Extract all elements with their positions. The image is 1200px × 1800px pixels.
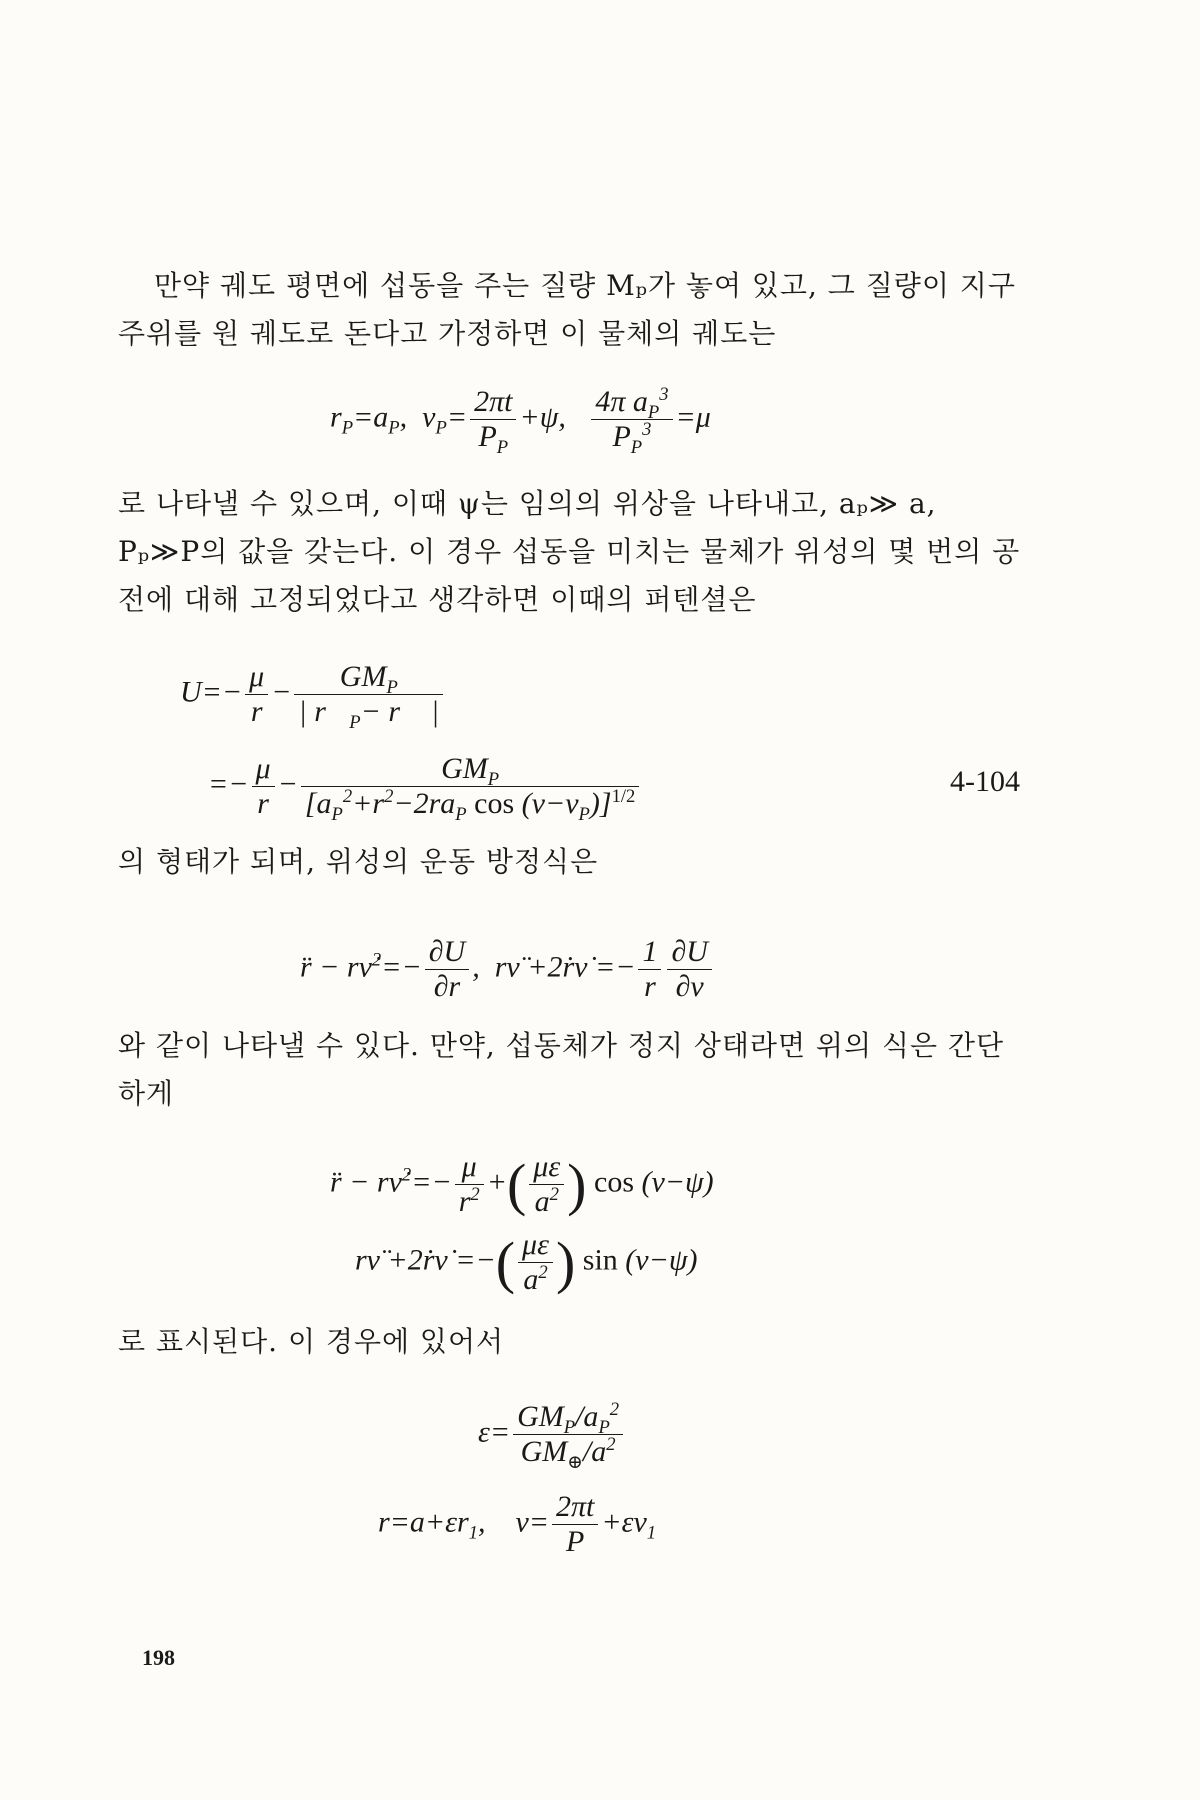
paragraph-4: 와 같이 나타낼 수 있다. 만약, 섭동체가 정지 상태라면 위의 식은 간단하게 <box>118 1029 1005 1110</box>
equation-orbit: $r_P=a_P$, $\nu_P=$ $\frac{2\pi t}{P_P}$ +ψ, $\frac{4\pi a_P^3}{P_P^3}$ =μ <box>330 384 711 458</box>
equation-expansion: $r=a+\varepsilon r_1$, ν= $\frac{2\pi t}{P}$ $+\varepsilon\nu_1$ <box>378 1490 657 1558</box>
equation-stationary-2: rν̈ +2ṙν̇ =−( $\frac{\mu\varepsilon}{a^2}$ ) sin (ν−ψ) <box>355 1228 698 1296</box>
page-number: 198 <box>142 1645 175 1670</box>
equation-motion: r̈ − rν̇$^2$=− $\frac{\partial U}{\partial r}$ , rν̈ +2ṙν̇ =− $\frac{1}{r}$ $\frac{\partial U}{\partial\nu}$ <box>300 935 715 1004</box>
paragraph-5: 로 표시된다. 이 경우에 있어서 <box>118 1325 505 1358</box>
equation-potential-2: =− $\frac{\mu}{r}$ − $\frac{GM_P}{[a_P^2+r^2-2ra_P \cos (\nu-\nu_P)]^{1/2}}$ <box>208 752 642 821</box>
equation-number: 4-104 <box>950 765 1020 798</box>
paragraph-3: 의 형태가 되며, 위성의 운동 방정식은 <box>118 845 599 878</box>
equation-stationary-1: r̈ − rν̇$^2$=− $\frac{\mu}{r^2}$ +( $\frac{\mu\varepsilon}{a^2}$ ) cos (ν−ψ) <box>330 1150 714 1218</box>
paragraph-2: 로 나타낼 수 있으며, 이때 ψ는 임의의 위상을 나타내고, aₚ≫ a, Pₚ≫P의 값을 갖는다. 이 경우 섭동을 미치는 물체가 위성의 몇 번의 공전에 대해 고정되었다고 생각하면 이때의 퍼텐셜은 <box>118 487 1021 616</box>
equation-epsilon: ε= $\frac{GM_P/a_P^2}{GM_\oplus/a^2}$ <box>478 1400 626 1469</box>
equation-potential-1: U=− $\frac{\mu}{r}$ − $\frac{GM_P}{| r⃗_P- r⃗ |}$ <box>180 660 446 729</box>
paragraph-1: 만약 궤도 평면에 섭동을 주는 질량 Mₚ가 놓여 있고, 그 질량이 지구 주위를 원 궤도로 돈다고 가정하면 이 물체의 궤도는 <box>118 269 1016 350</box>
